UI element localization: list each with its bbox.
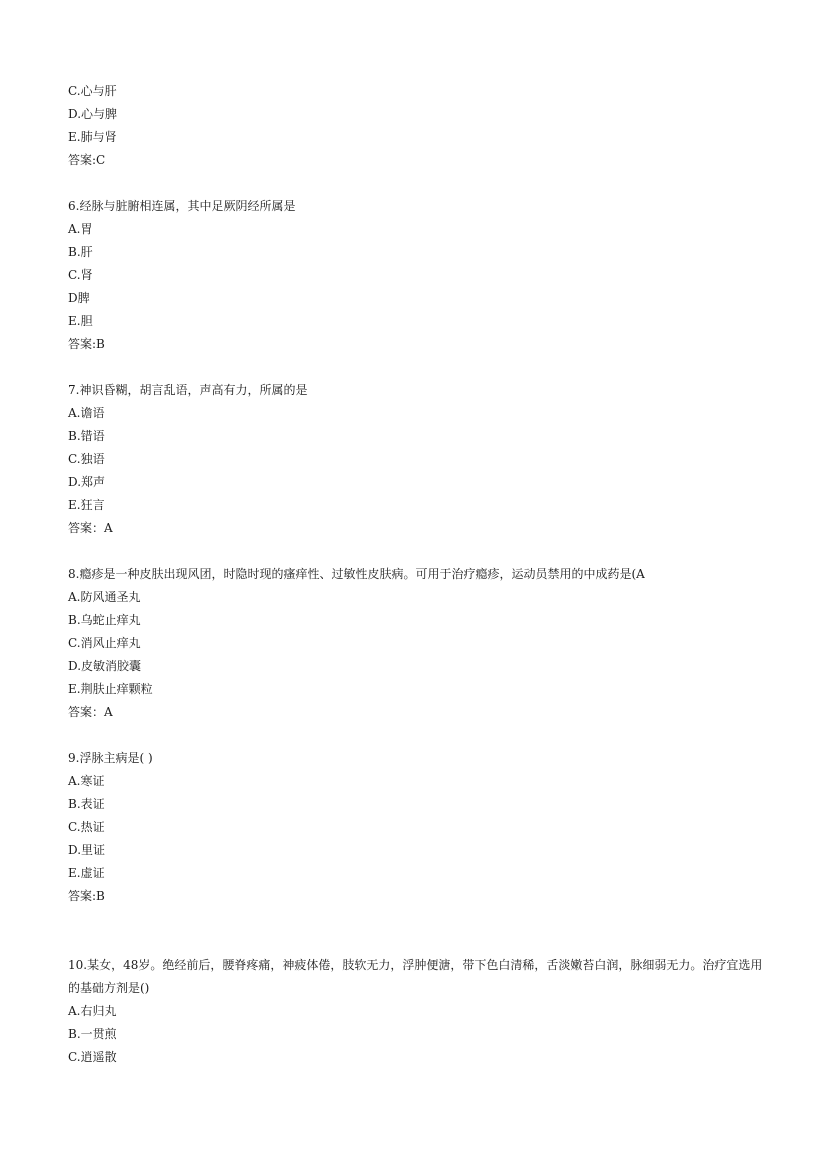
question-9 bbox=[68, 747, 778, 908]
answer-line: 答案:C bbox=[68, 153, 106, 167]
option-b: B.错语 bbox=[68, 429, 105, 443]
answer-line: 答案:B bbox=[68, 889, 105, 903]
spacer bbox=[68, 172, 778, 195]
spacer bbox=[68, 356, 778, 379]
option-d: D.里证 bbox=[68, 843, 106, 857]
option-e: E.肺与肾 bbox=[68, 130, 117, 144]
option-a: A.胃 bbox=[68, 222, 93, 236]
option-a: A.防风通圣丸 bbox=[68, 590, 141, 604]
question-stem: 9.浮脉主病是( ) bbox=[68, 751, 153, 765]
spacer bbox=[68, 724, 778, 747]
option-c: C.心与肝 bbox=[68, 84, 117, 98]
question-stem: 6.经脉与脏腑相连属，其中足厥阴经所属是 bbox=[68, 199, 296, 213]
option-b: B.表证 bbox=[68, 797, 105, 811]
option-c: C.逍遥散 bbox=[68, 1050, 117, 1064]
option-c: C.独语 bbox=[68, 452, 105, 466]
option-c: C.热证 bbox=[68, 820, 105, 834]
document-page bbox=[68, 80, 778, 1069]
spacer bbox=[68, 540, 778, 563]
question-5-tail bbox=[68, 80, 778, 172]
spacer bbox=[68, 908, 778, 954]
question-7 bbox=[68, 379, 778, 540]
option-d: D.郑声 bbox=[68, 475, 106, 489]
option-a: A.右归丸 bbox=[68, 1004, 117, 1018]
option-d: D.心与脾 bbox=[68, 107, 118, 121]
option-b: B.肝 bbox=[68, 245, 93, 259]
option-d: D.皮敏消胶囊 bbox=[68, 659, 142, 673]
option-b: B.一贯煎 bbox=[68, 1027, 117, 1041]
answer-line: 答案:B bbox=[68, 337, 105, 351]
question-8 bbox=[68, 563, 778, 724]
question-stem: 7.神识昏糊，胡言乱语，声高有力，所属的是 bbox=[68, 383, 308, 397]
option-a: A.寒证 bbox=[68, 774, 105, 788]
option-e: E.荆肤止痒颗粒 bbox=[68, 682, 153, 696]
option-e: E.胆 bbox=[68, 314, 93, 328]
option-b: B.乌蛇止痒丸 bbox=[68, 613, 141, 627]
question-6 bbox=[68, 195, 778, 356]
question-stem: 8.瘾疹是一种皮肤出现风团，时隐时现的瘙痒性、过敏性皮肤病。可用于治疗瘾疹，运动员禁用的中成药是(A bbox=[68, 567, 645, 581]
answer-line: 答案：A bbox=[68, 705, 113, 719]
question-10 bbox=[68, 954, 778, 1069]
option-e: E.虚证 bbox=[68, 866, 105, 880]
option-c: C.肾 bbox=[68, 268, 93, 282]
option-c: C.消风止痒丸 bbox=[68, 636, 141, 650]
question-stem: 10.某女，48岁。绝经前后，腰脊疼痛，神疲体倦，肢软无力，浮肿便溏，带下色白清稀，舌淡嫩苔白润，脉细弱无力。治疗宜选用的基础方剂是() bbox=[68, 958, 763, 995]
option-d: D脾 bbox=[68, 291, 90, 305]
answer-line: 答案：A bbox=[68, 521, 113, 535]
option-e: E.狂言 bbox=[68, 498, 105, 512]
option-a: A.谵语 bbox=[68, 406, 105, 420]
